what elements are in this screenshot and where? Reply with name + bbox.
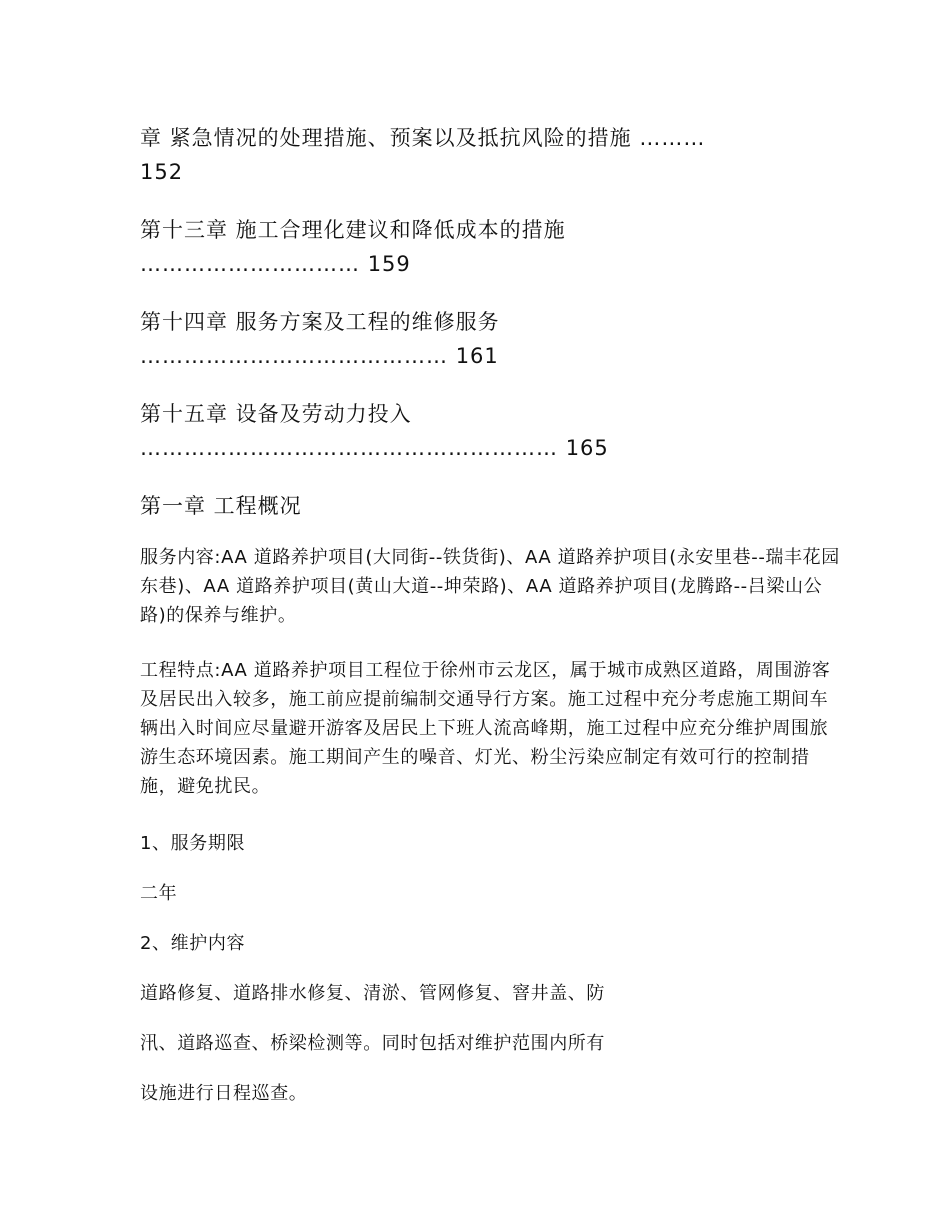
features-paragraph: 工程特点:AA 道路养护项目工程位于徐州市云龙区，属于城市成熟区道路，周围游客及居民出入较多，施工前应提前编制交通导行方案。施工过程中充分考虑施工期间车辆出入时间应尽量避开游客及居民上下班人流高峰期，施工过程中应充分维护周围旅游生态环境因素。施工期间产生的噪音、灯光、粉尘污染应制定有效可行的控制措施，避免扰民。: [140, 660, 831, 797]
maintenance-line: 道路修复、道路排水修复、清淤、管网修复、窨井盖、防: [140, 983, 605, 1004]
maintenance-line: 汛、道路巡查、桥梁检测等。同时包括对维护范围内所有: [140, 1033, 605, 1054]
toc-entry-leader: [140, 344, 499, 368]
toc-entry-dots: …………………………………………………: [140, 436, 566, 460]
toc-entry-page: 152: [140, 160, 184, 184]
maintenance-line: 设施进行日程巡查。: [140, 1083, 308, 1104]
service-period-heading: 1、服务期限: [140, 833, 246, 854]
maintenance-heading: 2、维护内容: [140, 933, 246, 954]
service-period-value: 二年: [140, 883, 178, 904]
service-content-paragraph: 服务内容:AA 道路养护项目(大同街--铁货街)、AA 道路养护项目(永安里巷--瑞丰花园东巷)、AA 道路养护项目(黄山大道--坤荣路)、AA 道路养护项目(龙腾路--吕梁山公路)的保养与维护。: [140, 547, 840, 626]
toc-entry-title: 第十三章 施工合理化建议和降低成本的措施: [140, 218, 566, 242]
toc-entry-dots: …………………………: [140, 252, 368, 276]
toc-entry-title: 章 紧急情况的处理措施、预案以及抵抗风险的措施 ………: [140, 126, 706, 150]
toc-entry-title: 第十四章 服务方案及工程的维修服务: [140, 310, 500, 334]
toc-entry-page: 165: [565, 436, 609, 460]
toc-entry-dots: ……………………………………: [140, 344, 456, 368]
toc-entry-page: 159: [367, 252, 411, 276]
toc-entry-leader: [140, 252, 411, 276]
toc-entry-page: 161: [455, 344, 499, 368]
chapter-title: 第一章 工程概况: [140, 494, 302, 518]
toc-entry-title: 第十五章 设备及劳动力投入: [140, 402, 412, 426]
toc-entry-leader: [140, 436, 609, 460]
